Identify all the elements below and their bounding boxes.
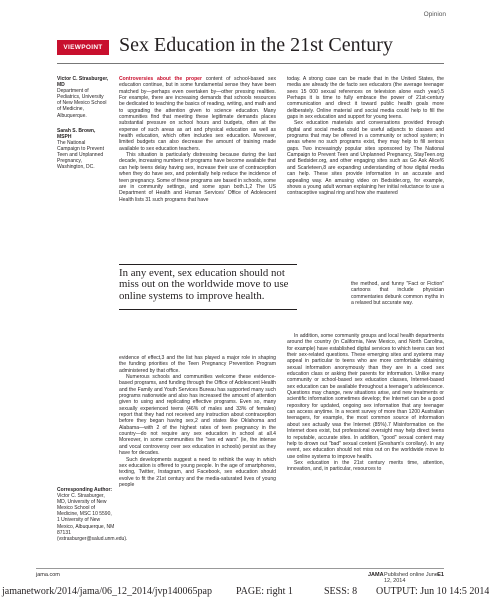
slug-page: PAGE: right 1: [236, 586, 293, 597]
slug-output: OUTPUT: Jun 10 14:5 2014: [376, 586, 489, 597]
body-paragraph: Numerous schools and communities welcome these evidence-based programs, and funding through the Office of Adolescent Health and the Family and Youth Services Bureau has supported many such programs nationwide and also has increased the amount of attention given to using and replicating effective programs. Even so, many sexually experienced teens (46% of males and 33% of females) report that they had not received any instruction about contraception before they began having sex,2 and states like Oklahoma and Alabama—with 2 of the highest rates of teen pregnancy in the country—do not require any sex education in school at all.4 Moreover, in some communities the "sex ed wars" (ie, the intense and vocal controversy over sex education in schools) persist as they have for decades.: [119, 374, 276, 457]
body-paragraph: Sex education in the 21st century merits time, attention, innovation, and, in particular, resources to: [287, 459, 444, 473]
pull-quote-rule-top: [119, 264, 297, 265]
body-paragraph: the method, and funny "Fact or Fiction" cartoons that include physician commentaries debunk common myths in a relaxed but accurate way.: [351, 281, 444, 307]
footer-journal-name: JAMA: [368, 572, 384, 578]
footer-site-link[interactable]: jama.com: [36, 572, 60, 578]
body-paragraph: This situation is particularly distressing because during the last decade, increasing numbers of programs have become available that can help teens delay having sex, increase their use of contraception when they do have sex, and potentially help reduce the incidence of teen pregnancy. Some of these programs are based in schools, some are in community settings, and some span both.1,2 The US Department of Health and Human Services' Office of Adolescent Health lists 31 such programs that have: [119, 152, 276, 203]
lead-in-text: Controversies about the proper: [119, 76, 202, 82]
corresponding-author-text: Victor C. Strasburger, MD, University of New Mexico School of Medicine, MSC 10 5590, 1 University of New Mexico, Albuquerque, NM 87131 (vstrasburger@salud.unm.edu).: [57, 493, 128, 542]
body-paragraph: today. A strong case can be made that in the United States, the media are already the de facto sex educators (the average teenager sees 15 000 sexual references on television alone each year).5 Perhaps it is time to fully embrace the power of 21st-century communication and direct it toward public health goals more deliberately. Online material and social media could help to fill the gaps in sex education and support for young teens.: [287, 76, 444, 121]
paragraph-text: content of school-based sex education continue, but in some fundamental sense they have been matched by—perhaps even overtaken by—other pressing realities. For example, there are increasing demands that schools resources be dedicated to teaching the basics of reading, writing, and math and to upgrading the attention given to science education. Many communities find that meeting these legitimate demands places substantial pressure on school hours and budgets, often at the expense of such areas as art and physical education as well as health education, which often includes sex education. Moreover, limited budgets can also decrease the amount of training made available to sex education teachers.: [119, 76, 276, 152]
body-paragraph: [119, 76, 276, 152]
body-column-1-top: [119, 76, 276, 203]
article-title: Sex Education in the 21st Century: [119, 34, 393, 56]
section-label: Opinion: [423, 11, 446, 18]
author-sidebar: [57, 76, 109, 179]
body-column-2-bottom: [287, 333, 444, 473]
footer-rule: [36, 568, 444, 569]
corresponding-author-heading: Corresponding Author:: [57, 487, 113, 493]
pull-quote-rule-bottom: [119, 309, 297, 310]
author-name: Victor C. Strasburger, MD: [57, 76, 109, 89]
slug-path: jamanetwork/2014/jama/06_12_2014/jvp140065pap: [2, 586, 212, 597]
body-column-1-bottom: [119, 355, 276, 488]
pull-quote: In any event, sex education should not miss out on the worldwide move to use online systems to improve health.: [119, 267, 289, 302]
print-slug-line: [0, 586, 489, 606]
body-paragraph: evidence of effect,3 and the list has played a major role in shaping the funding priorities of the Teen Pregnancy Prevention Program administered by that office.: [119, 355, 276, 374]
viewpoint-badge: VIEWPOINT: [57, 40, 109, 55]
body-paragraph: Sex education materials and conversations provided through digital and social media could be useful adjuncts to classes and programs that may be offered in a community or school system; in areas where no such programs exist, they may help to fill serious gaps. Two increasingly popular sites sponsored by The National Campaign to Prevent Teen and Unplanned Pregnancy, StayTeen.org and Bedsider.org, and other engaging sites such as Go Ask Alice!6 and Scarleteen,8 are expanding understanding of how digital media can help. These sites provide information in an accurate and appealing way. An amusing video on Bedsider.org, for example, shows a young adult woman explaining her initial reluctance to use a contraceptive vaginal ring and how she mastered: [287, 120, 444, 197]
corresponding-author: [57, 487, 128, 542]
body-column-2-middle: [287, 281, 444, 306]
slug-session: SESS: 8: [324, 586, 358, 597]
footer-publication-date: Published online June 12, 2014: [384, 572, 438, 584]
author-affiliation: Department of Pediatrics, University of New Mexico School of Medicine, Albuquerque.: [57, 88, 107, 119]
body-paragraph: Such developments suggest a need to rethink the way in which sex education is offered to young people. In the age of smartphones, texting, Twitter, Instagram, and Facebook, sex education should evolve to fit the 21st century and the media-saturated lives of young people: [119, 456, 276, 488]
author-affiliation: The National Campaign to Prevent Teen and Unplanned Pregnancy, Washington, DC.: [57, 139, 104, 171]
body-paragraph: In addition, some community groups and local health departments around the country (in California, New Mexico, and North Carolina, for example) have established digital services to which teens can text their sex-related questions. These emerging sites and systems may appeal in particular to teens who are more comfortable obtaining sexual information anonymously than they are in a coed sex education class or asking their parents for information. Unlike many community or school-based sex education classes, Internet-based sex education can be available throughout a teenager's adolescence. Questions may change, new situations arise, and new treatments or scientific information sometimes develop; the Internet can be a good repository for updated, ongoing sex information that any teenager can access anytime. In a recent survey of more than 1200 Australian teenagers, for example, the most common source of information about sex actually was the Internet (85%).7 Misinformation on the Internet does exist, but professional oversight may help direct teens to reputable, accurate sites. In addition, "good" sexual content may help to drown out "bad" sexual content (Gresham's corollary). In any event, sex education should not miss out on the worldwide move to use online systems to improve health.: [287, 333, 444, 460]
header-rule: [57, 63, 444, 64]
footer-page-number: E1: [437, 572, 444, 578]
body-column-2-top: [287, 76, 444, 197]
author-name: Sarah S. Brown, MSPH: [57, 127, 96, 140]
